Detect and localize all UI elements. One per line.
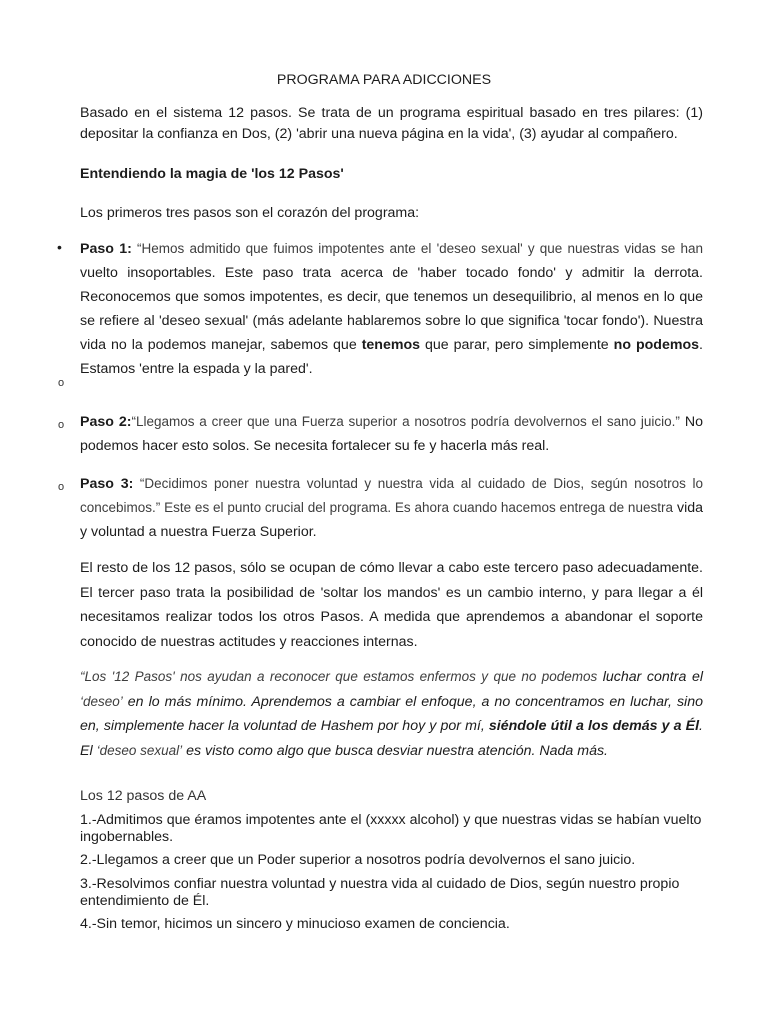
circle-marker-step-2: o — [58, 419, 65, 431]
quote-paragraph — [80, 665, 703, 763]
step-3-label: Paso 3: — [80, 476, 134, 492]
intro-paragraph: Basado en el sistema 12 pasos. Se trata de un programa espiritual basado en tres pilares: (1) depositar la confianza en Dos, (2) 'abrir una nueva página en la vida', (3) ayudar al compañero. — [80, 105, 703, 142]
quote-part-3: es visto como algo que busca desviar nuestra atención. Nada más. — [182, 742, 609, 759]
quote-part-2-soft: ‘deseo’ — [80, 693, 123, 709]
list-item: 2.-Llegamos a creer que un Poder superior a nosotros podría devolvernos el sano juicio. — [80, 852, 636, 868]
step-3-soft-text: Este es el punto crucial del programa. Es ahora cuando hacemos entrega de nuestra — [160, 500, 673, 515]
quote-part-2: en lo más mínimo. Aprendemos a cambiar el enfoque, a no concentramos en luchar, sino en, simplemente hacer la voluntad de Hashem por hoy y por mí, — [80, 693, 703, 734]
quote-part-2-end: . El — [80, 718, 703, 759]
step-1-text-a: vuelto insoportables. Este paso trata acerca de 'haber tocado fondo' y admitir la derrota. Reconocemos que somos impotentes, es decir, que tenemos un desequilibrio, al menos en lo que se refiere al 'deseo sexual' (más adelante hablaremos sobre lo que significa 'tocar fondo'). Nuestra vida no la podemos manejar, sabemos que — [80, 265, 703, 353]
quote-part-3-soft: ‘deseo sexual’ — [96, 742, 183, 758]
section-heading: Entendiendo la magia de 'los 12 Pasos' — [80, 166, 344, 182]
bullet-marker: • — [57, 239, 62, 255]
step-1-text-c: . Estamos 'entre la espada y la pared'. — [80, 337, 703, 377]
list-item: 4.-Sin temor, hicimos un sincero y minucioso examen de conciencia. — [80, 916, 510, 932]
step-1-quote: “Hemos admitido que fuimos impotentes ante el 'deseo sexual' y que nuestras vidas se han — [131, 241, 704, 256]
list-item: 1.-Admitimos que éramos impotentes ante el (xxxxx alcohol) y que nuestras vidas se habían vuelto ingobernables. — [80, 812, 702, 845]
circle-marker-empty: o — [58, 377, 65, 389]
page-title: PROGRAMA PARA ADICCIONES — [276, 72, 492, 88]
step-1-text-b: que parar, pero simplemente — [420, 337, 614, 353]
lead-paragraph: Los primeros tres pasos son el corazón del programa: — [80, 205, 420, 221]
step-3-paragraph — [80, 472, 703, 544]
step-2-text: No podemos hacer esto solos. Se necesita fortalecer su fe y hacerla más real. — [80, 414, 704, 454]
circle-marker-step-3: o — [58, 481, 65, 493]
quote-part-1-soft: “Los '12 Pasos' nos ayudan a reconocer que estamos enfermos y que no podemos — [80, 669, 603, 684]
quote-bold: siéndole útil a los demás y a Él — [488, 718, 700, 734]
rest-paragraph: El resto de los 12 pasos, sólo se ocupan de cómo llevar a cabo este tercero paso adecuadamente. El tercer paso trata la posibilidad de 'soltar los mandos' es un cambio interno, y para llegar a él necesitamos realizar todos los otros Pasos. A medida que aprendemos a abandonar el soporte conocido de nuestras actitudes y reacciones internas. — [80, 560, 703, 650]
step-2-quote: “Llegamos a creer que una Fuerza superior a nosotros podría devolvernos el sano juicio.” — [131, 414, 680, 429]
step-1-paragraph — [80, 237, 703, 381]
step-2-paragraph — [80, 410, 703, 458]
step-2-label: Paso 2: — [80, 414, 132, 430]
aa-list-title: Los 12 pasos de AA — [80, 788, 207, 804]
step-3-quote: “Decidimos poner nuestra voluntad y nuestra vida al cuidado de Dios, según nosotros lo concebimos.” — [80, 476, 704, 515]
quote-part-1: luchar contra el — [602, 669, 703, 685]
list-item: 3.-Resolvimos confiar nuestra voluntad y nuestra vida al cuidado de Dios, según nuestro propio entendimiento de Él. — [80, 876, 680, 909]
step-1-bold-a: tenemos — [361, 337, 421, 353]
step-1-bold-b: no podemos — [613, 337, 700, 353]
step-3-text: vida y voluntad a nuestra Fuerza Superior. — [80, 500, 703, 540]
step-1-label: Paso 1: — [80, 241, 132, 257]
